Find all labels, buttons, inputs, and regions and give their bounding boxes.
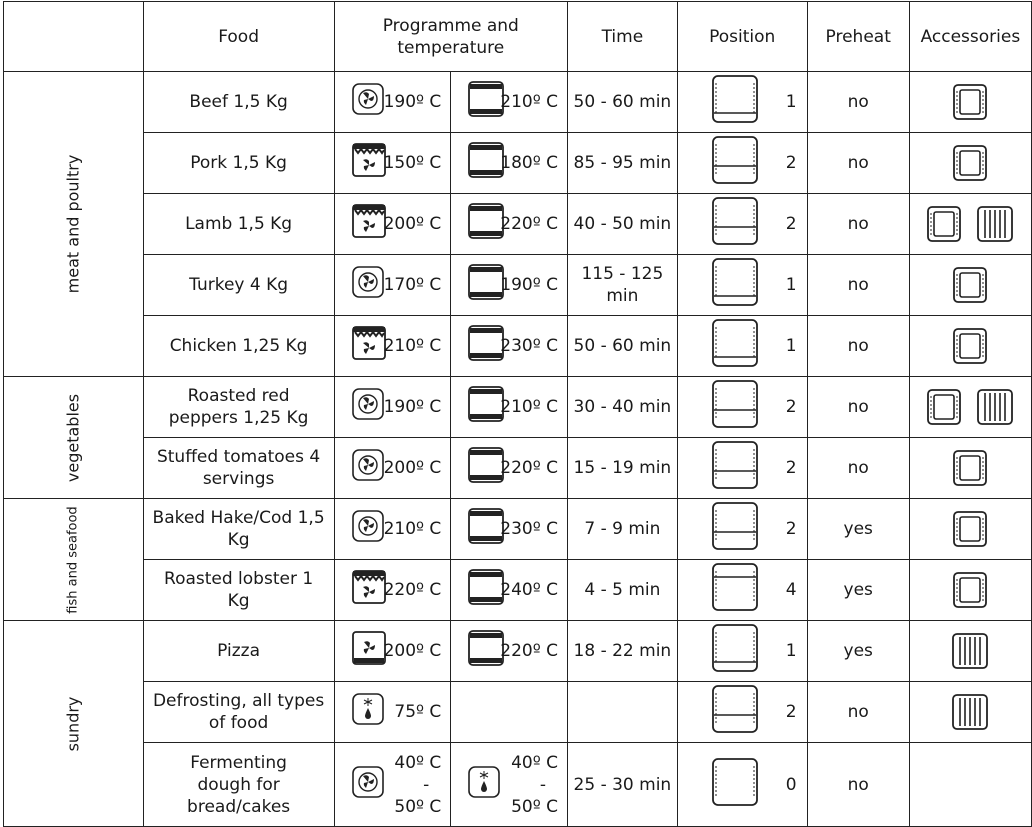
top-bottom-heat-icon [468,569,504,611]
accessories-cell [909,255,1031,316]
accessories-cell [909,499,1031,560]
temperature-1: 200º C [383,641,442,661]
food-cell: Stuffed tomatoes 4 servings [143,438,334,499]
temperature-1: 200º C [383,214,442,234]
fan-icon [352,388,384,426]
top-bottom-heat-icon [468,203,504,245]
cooking-table [3,1,1032,827]
programme-2-cell [451,72,568,133]
table-row [4,377,1032,438]
position-cell: 1 [677,72,807,133]
food-cell: Chicken 1,25 Kg [143,316,334,377]
programme-2-cell [451,621,568,682]
position-cell: 2 [677,438,807,499]
table-row [4,743,1032,827]
fan-icon [352,83,384,121]
temperature-2: 220º C [500,214,559,234]
programme-1-cell [334,743,451,827]
time-cell: 18 - 22 min [568,621,678,682]
grill-fan-icon [352,204,386,244]
programme-1-cell [334,499,451,560]
programme-2-cell [451,682,568,743]
defrost-icon [468,766,500,804]
rack-icon [969,214,1021,234]
top-bottom-heat-icon [468,508,504,550]
oven-shelf-icon [712,197,758,251]
table-row [4,316,1032,377]
programme-2-cell [451,499,568,560]
fan-icon [352,510,384,548]
top-bottom-heat-icon [468,630,504,672]
food-cell: Fermenting dough for bread/cakes [143,743,334,827]
rack-icon [944,702,996,722]
temperature-1: 200º C [383,458,442,478]
programme-1-cell [334,133,451,194]
food-cell: Beef 1,5 Kg [143,72,334,133]
tray-icon [945,153,995,173]
temperature-2: 190º C [500,275,559,295]
top-bottom-heat-icon [468,325,504,367]
food-cell: Defrosting, all types of food [143,682,334,743]
table-row [4,133,1032,194]
temperature-1: 170º C [383,275,442,295]
preheat-cell: no [807,377,909,438]
fan-icon [352,449,384,487]
food-cell: Pork 1,5 Kg [143,133,334,194]
programme-1-cell [334,682,451,743]
programme-2-cell [451,316,568,377]
table-row [4,194,1032,255]
temperature-2: 180º C [500,153,559,173]
oven-shelf-icon [712,502,758,556]
accessories-cell [909,743,1031,827]
top-bottom-heat-icon [468,386,504,428]
programme-2-cell [451,377,568,438]
position-cell: 1 [677,621,807,682]
time-cell: 30 - 40 min [568,377,678,438]
programme-1-cell [334,255,451,316]
time-cell: 25 - 30 min [568,743,678,827]
programme-1-cell [334,316,451,377]
programme-1-cell [334,438,451,499]
accessories-cell [909,438,1031,499]
programme-2-cell [451,255,568,316]
header-category [4,2,144,72]
temperature-2: 240º C [500,580,559,600]
food-cell: Turkey 4 Kg [143,255,334,316]
time-cell [568,682,678,743]
tray-icon [945,458,995,478]
table-row [4,255,1032,316]
oven-shelf-icon [712,258,758,312]
defrost-icon [352,693,384,731]
programme-1-cell [334,377,451,438]
temperature-1: 210º C [383,336,442,356]
table-row [4,560,1032,621]
oven-shelf-icon [712,136,758,190]
top-bottom-heat-icon [468,447,504,489]
temperature-2: 230º C [500,519,559,539]
rack-icon [944,641,996,661]
header-position: Position [677,2,807,72]
temperature-1: 190º C [383,92,442,112]
time-cell: 50 - 60 min [568,316,678,377]
preheat-cell: yes [807,621,909,682]
preheat-cell: no [807,682,909,743]
temperature-1: 210º C [383,519,442,539]
oven-shelf-icon [712,319,758,373]
accessories-cell [909,133,1031,194]
oven-shelf-icon [712,685,758,739]
accessories-cell [909,682,1031,743]
food-cell: Pizza [143,621,334,682]
temperature-1: 220º C [383,580,442,600]
position-cell: 2 [677,133,807,194]
header-time: Time [568,2,678,72]
food-cell: Baked Hake/Cod 1,5 Kg [143,499,334,560]
accessories-cell [909,316,1031,377]
programme-2-cell [451,743,568,827]
temperature-range: 40º C - 50º C [394,752,442,817]
programme-2-cell [451,438,568,499]
grill-fan-icon [352,143,386,183]
temperature-2: 220º C [500,458,559,478]
position-cell: 4 [677,560,807,621]
time-cell: 4 - 5 min [568,560,678,621]
category-label: fish and seafood [4,499,144,621]
position-cell: 1 [677,255,807,316]
tray-icon [945,336,995,356]
top-bottom-heat-icon [468,81,504,123]
position-cell: 0 [677,743,807,827]
time-cell: 50 - 60 min [568,72,678,133]
preheat-cell: no [807,194,909,255]
oven-shelf-icon [712,380,758,434]
position-cell: 2 [677,499,807,560]
accessories-cell [909,621,1031,682]
programme-1-cell [334,72,451,133]
accessories-cell [909,194,1031,255]
food-cell: Roasted red peppers 1,25 Kg [143,377,334,438]
temperature-1: 75º C [394,702,442,722]
table-row [4,682,1032,743]
oven-shelf-icon [712,624,758,678]
programme-2-cell [451,133,568,194]
oven-shelf-icon [712,563,758,617]
table-row [4,499,1032,560]
time-cell: 15 - 19 min [568,438,678,499]
programme-2-cell [451,194,568,255]
category-label: sundry [4,621,144,827]
category-label: vegetables [4,377,144,499]
tray-icon [945,580,995,600]
header-food: Food [143,2,334,72]
temperature-2: 220º C [500,641,559,661]
bottom-fan-icon [352,631,386,671]
time-cell: 85 - 95 min [568,133,678,194]
header-row [4,2,1032,72]
programme-1-cell [334,194,451,255]
fan-icon [352,766,384,804]
food-cell: Roasted lobster 1 Kg [143,560,334,621]
programme-1-cell [334,560,451,621]
preheat-cell: no [807,255,909,316]
grill-fan-icon [352,326,386,366]
grill-fan-icon [352,570,386,610]
oven-shelf-icon [712,75,758,129]
table-row [4,72,1032,133]
preheat-cell: no [807,72,909,133]
temperature-2: 210º C [500,397,559,417]
top-bottom-heat-icon [468,142,504,184]
position-cell: 2 [677,682,807,743]
time-cell: 115 - 125 min [568,255,678,316]
top-bottom-heat-icon [468,264,504,306]
preheat-cell: no [807,743,909,827]
time-cell: 40 - 50 min [568,194,678,255]
oven-shelf-icon [712,758,758,812]
programme-1-cell [334,621,451,682]
accessories-cell [909,377,1031,438]
table-row [4,621,1032,682]
position-cell: 2 [677,377,807,438]
temperature-2: 210º C [500,92,559,112]
preheat-cell: no [807,316,909,377]
table-row [4,438,1032,499]
food-cell: Lamb 1,5 Kg [143,194,334,255]
oven-shelf-icon [712,441,758,495]
tray-icon [919,214,969,234]
tray-icon [945,275,995,295]
temperature-2: 230º C [500,336,559,356]
header-preheat: Preheat [807,2,909,72]
temperature-range: 40º C - 50º C [511,752,559,817]
accessories-cell [909,72,1031,133]
preheat-cell: yes [807,560,909,621]
programme-2-cell [451,560,568,621]
tray-icon [945,519,995,539]
position-cell: 2 [677,194,807,255]
preheat-cell: no [807,133,909,194]
rack-icon [969,397,1021,417]
position-cell: 1 [677,316,807,377]
temperature-1: 150º C [383,153,442,173]
category-label: meat and poultry [4,72,144,377]
preheat-cell: yes [807,499,909,560]
fan-icon [352,266,384,304]
header-accessories: Accessories [909,2,1031,72]
temperature-1: 190º C [383,397,442,417]
header-programme: Programme and temperature [334,2,567,72]
time-cell: 7 - 9 min [568,499,678,560]
accessories-cell [909,560,1031,621]
preheat-cell: no [807,438,909,499]
tray-icon [919,397,969,417]
tray-icon [945,92,995,112]
